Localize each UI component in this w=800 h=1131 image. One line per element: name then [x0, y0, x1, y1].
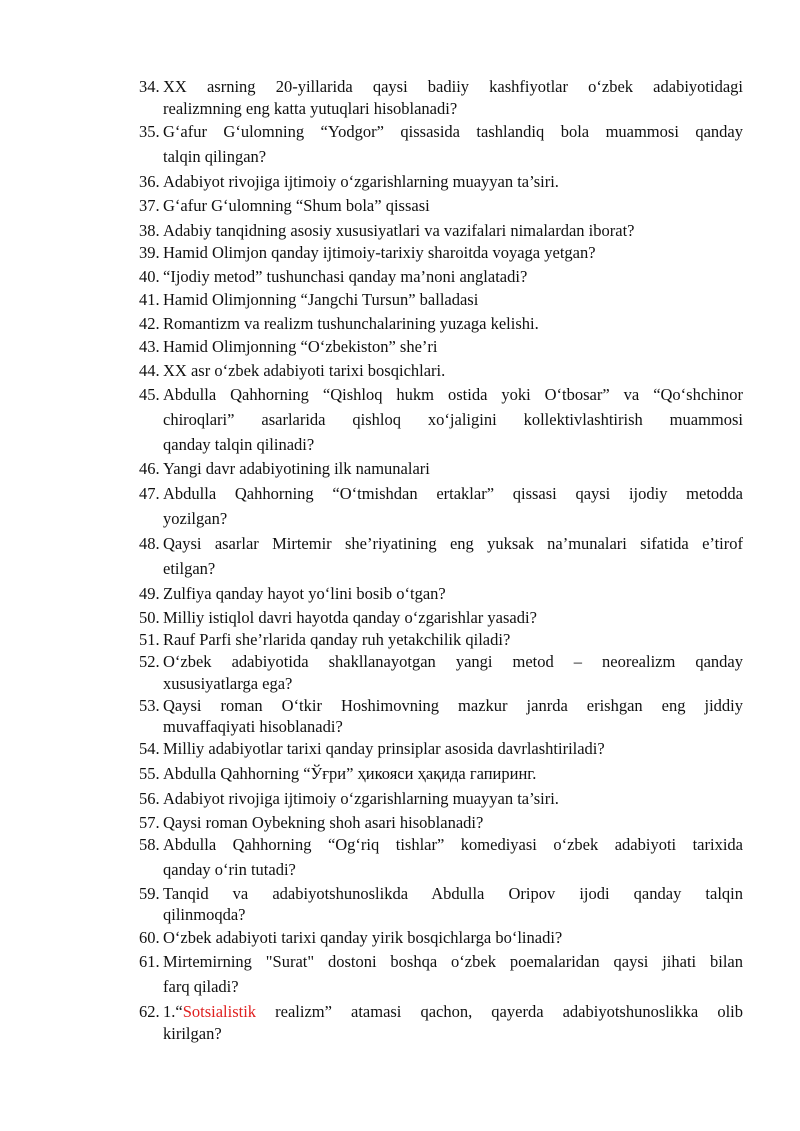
- question-text: XX asrning 20-yillarida qaysi badiiy kashfiyotlar o‘zbek adabiyotidagi: [163, 77, 743, 96]
- question-text: Hamid Olimjonning “Jangchi Tursun” balladasi: [163, 290, 479, 309]
- question-number: 40.: [139, 267, 160, 286]
- question-text: Zulfiya qanday hayot yo‘lini bosib o‘tgan?: [163, 584, 446, 603]
- question-number: 46.: [139, 459, 160, 478]
- question-text: [163, 1002, 743, 1022]
- question-number: 58.: [139, 835, 160, 854]
- question-number: 34.: [139, 77, 160, 96]
- question-number: 53.: [139, 696, 160, 715]
- question-text: Qaysi roman Oybekning shoh asari hisoblanadi?: [163, 813, 484, 832]
- highlighted-word: Sotsialistik: [182, 1002, 257, 1021]
- question-number: 62.: [139, 1002, 160, 1021]
- question-prefix: 1.“: [163, 1002, 183, 1021]
- question-text: Adabiyot rivojiga ijtimoiy o‘zgarishlarning muayyan ta’siri.: [163, 172, 559, 191]
- question-text: Yangi davr adabiyotining ilk namunalari: [163, 459, 430, 478]
- question-text: Milliy adabiyotlar tarixi qanday prinsiplar asosida davrlashtiriladi?: [163, 739, 605, 758]
- question-text: Mirtemirning "Surat" dostoni boshqa o‘zbek poemalaridan qaysi jihati bilan: [163, 952, 743, 971]
- question-text: Rauf Parfi she’rlarida qanday ruh yetakchilik qiladi?: [163, 630, 511, 649]
- question-number: 61.: [139, 952, 160, 971]
- question-number: 37.: [139, 196, 160, 215]
- question-text: xususiyatlarga ega?: [163, 674, 293, 693]
- question-number: 59.: [139, 884, 160, 903]
- question-text: Milliy istiqlol davri hayotda qanday o‘zgarishlar yasadi?: [163, 608, 537, 627]
- question-text: Qaysi roman O‘tkir Hoshimovning mazkur janrda erishgan eng jiddiy: [163, 696, 743, 715]
- question-text: Hamid Olimjonning “O‘zbekiston” she’ri: [163, 337, 438, 356]
- question-text: XX asr o‘zbek adabiyoti tarixi bosqichlari.: [163, 361, 446, 380]
- question-number: 45.: [139, 385, 160, 404]
- question-number: 35.: [139, 122, 160, 141]
- question-text: Abdulla Qahhorning “Ўғри” ҳикояси ҳақида гапиринг.: [163, 764, 537, 783]
- question-text: farq qiladi?: [163, 977, 239, 996]
- question-text: talqin qilingan?: [163, 147, 267, 166]
- question-text: Abdulla Qahhorning “Qishloq hukm ostida yoki O‘tbosar” va “Qo‘shchinor: [163, 385, 743, 404]
- question-text: qanday o‘rin tutadi?: [163, 860, 296, 879]
- question-text: O‘zbek adabiyoti tarixi qanday yirik bosqichlarga bo‘linadi?: [163, 928, 563, 947]
- question-number: 39.: [139, 243, 160, 262]
- question-number: 36.: [139, 172, 160, 191]
- question-text: qilinmoqda?: [163, 905, 246, 924]
- question-number: 44.: [139, 361, 160, 380]
- question-number: 50.: [139, 608, 160, 627]
- question-text: “Ijodiy metod” tushunchasi qanday ma’noni anglatadi?: [163, 267, 528, 286]
- question-number: 43.: [139, 337, 160, 356]
- question-number: 60.: [139, 928, 160, 947]
- question-text: O‘zbek adabiyotida shakllanayotgan yangi metod – neorealizm qanday: [163, 652, 743, 671]
- question-text: G‘afur G‘ulomning “Yodgor” qissasida tashlandiq bola muammosi qanday: [163, 122, 743, 141]
- question-number: 55.: [139, 764, 160, 783]
- question-text: yozilgan?: [163, 509, 228, 528]
- question-text: chiroqlari” asarlarida qishloq xo‘jaligini kollektivlashtirish muammosi: [163, 410, 743, 429]
- question-number: 47.: [139, 484, 160, 503]
- question-text: Romantizm va realizm tushunchalarining yuzaga kelishi.: [163, 314, 539, 333]
- question-number: 56.: [139, 789, 160, 808]
- question-text: Tanqid va adabiyotshunoslikda Abdulla Oripov ijodi qanday talqin: [163, 884, 743, 903]
- question-text: etilgan?: [163, 559, 216, 578]
- question-text: Abdulla Qahhorning “Og‘riq tishlar” komediyasi o‘zbek adabiyoti tarixida: [163, 835, 743, 854]
- question-number: 41.: [139, 290, 160, 309]
- question-text: realizmning eng katta yutuqlari hisoblanadi?: [163, 99, 458, 118]
- question-text: Hamid Olimjon qanday ijtimoiy-tarixiy sharoitda voyaga yetgan?: [163, 243, 596, 262]
- question-text: qanday talqin qilinadi?: [163, 435, 315, 454]
- question-number: 49.: [139, 584, 160, 603]
- question-number: 42.: [139, 314, 160, 333]
- question-text: muvaffaqiyati hisoblanadi?: [163, 717, 343, 736]
- question-number: 51.: [139, 630, 160, 649]
- question-number: 52.: [139, 652, 160, 671]
- question-text: Adabiy tanqidning asosiy xususiyatlari va vazifalari nimalardan iborat?: [163, 221, 635, 240]
- question-number: 57.: [139, 813, 160, 832]
- question-number: 38.: [139, 221, 160, 240]
- question-text-rest: realizm” atamasi qachon, qayerda adabiyotshunoslikka olib: [256, 1002, 743, 1021]
- question-text: Abdulla Qahhorning “O‘tmishdan ertaklar” qissasi qaysi ijodiy metodda: [163, 484, 743, 503]
- question-text: Qaysi asarlar Mirtemir she’riyatining eng yuksak na’munalari sifatida e’tirof: [163, 534, 743, 553]
- question-number: 48.: [139, 534, 160, 553]
- question-text: G‘afur G‘ulomning “Shum bola” qissasi: [163, 196, 430, 215]
- question-text: kirilgan?: [163, 1024, 222, 1043]
- question-number: 54.: [139, 739, 160, 758]
- question-text: Adabiyot rivojiga ijtimoiy o‘zgarishlarning muayyan ta’siri.: [163, 789, 559, 808]
